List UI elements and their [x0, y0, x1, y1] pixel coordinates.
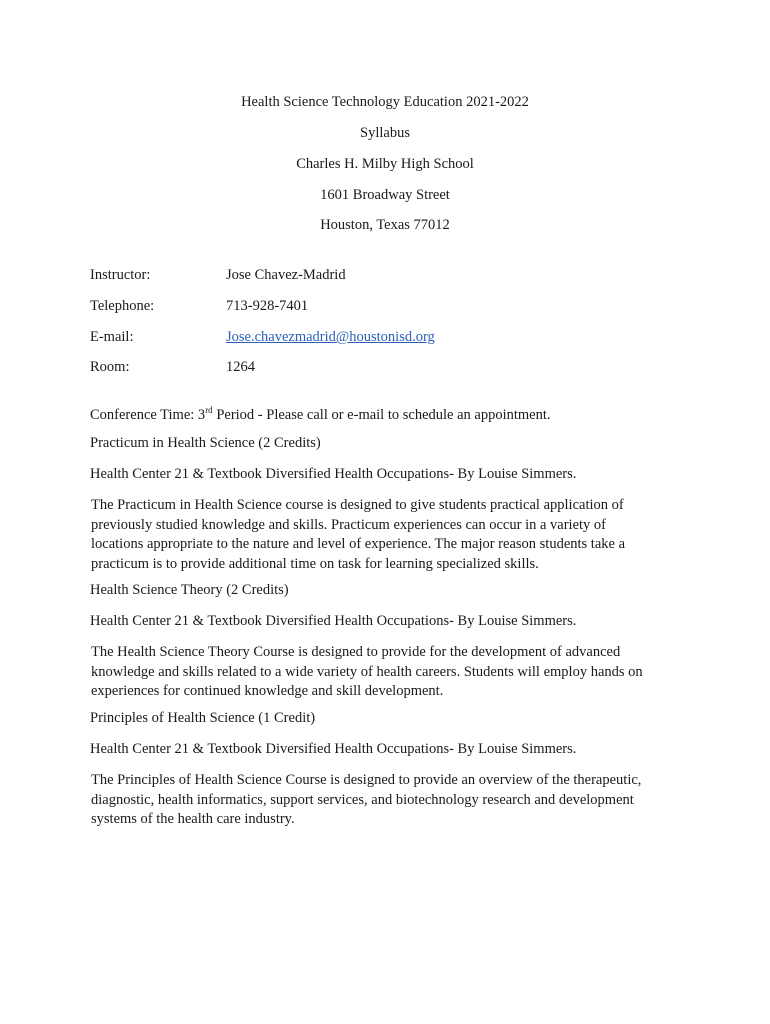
description-line: systems of the health care industry.	[91, 811, 295, 827]
description-line: locations appropriate to the nature and level of experience. The major reason students take a	[91, 536, 626, 552]
course-title: Principles of Health Science (1 Credit)	[90, 710, 316, 726]
email-label: E-mail:	[90, 329, 134, 345]
instructor-label: Instructor:	[90, 267, 151, 283]
conference-prefix: Conference Time: 3	[90, 407, 206, 423]
description-line: The Practicum in Health Science course is designed to give students practical application of	[91, 497, 624, 513]
course-description	[91, 496, 691, 574]
school-street: 1601 Broadway Street	[320, 187, 450, 203]
description-line: The Principles of Health Science Course is designed to provide an overview of the therapeutic,	[91, 772, 642, 788]
instructor-value: Jose Chavez-Madrid	[226, 267, 346, 283]
course-textbook: Health Center 21 & Textbook Diversified Health Occupations- By Louise Simmers.	[90, 741, 577, 757]
course-title: Practicum in Health Science (2 Credits)	[90, 435, 321, 451]
description-line: The Health Science Theory Course is designed to provide for the development of advanced	[91, 644, 621, 660]
course-description	[91, 771, 691, 830]
email-link[interactable]: Jose.chavezmadrid@houstonisd.org	[226, 329, 435, 345]
telephone-value: 713-928-7401	[226, 298, 309, 314]
conference-superscript: rd	[205, 405, 213, 415]
document-subtitle: Syllabus	[360, 125, 410, 141]
course-textbook: Health Center 21 & Textbook Diversified Health Occupations- By Louise Simmers.	[90, 613, 577, 629]
course-textbook: Health Center 21 & Textbook Diversified Health Occupations- By Louise Simmers.	[90, 466, 577, 482]
description-line: diagnostic, health informatics, support services, and biotechnology research and development	[91, 791, 634, 808]
conference-time	[90, 407, 551, 424]
conference-suffix: Period - Please call or e-mail to schedule an appointment.	[212, 407, 551, 423]
description-line: experiences for continued knowledge and skill development.	[91, 683, 444, 699]
email-value-wrapper	[226, 329, 435, 346]
description-line: practicum is to provide additional time on task for learning specialized skills.	[91, 555, 539, 572]
course-title: Health Science Theory (2 Credits)	[90, 582, 289, 598]
description-line: previously studied knowledge and skills. Practicum experiences can occur in a variety of	[91, 516, 606, 533]
room-label: Room:	[90, 359, 130, 375]
room-value: 1264	[226, 359, 255, 375]
school-city: Houston, Texas 77012	[320, 217, 450, 233]
telephone-label: Telephone:	[90, 298, 155, 314]
document-title: Health Science Technology Education 2021-2022	[241, 94, 529, 110]
course-description	[91, 643, 691, 702]
description-line: knowledge and skills related to a wide variety of health careers. Students will employ hands on	[91, 663, 643, 680]
school-name: Charles H. Milby High School	[296, 156, 474, 172]
